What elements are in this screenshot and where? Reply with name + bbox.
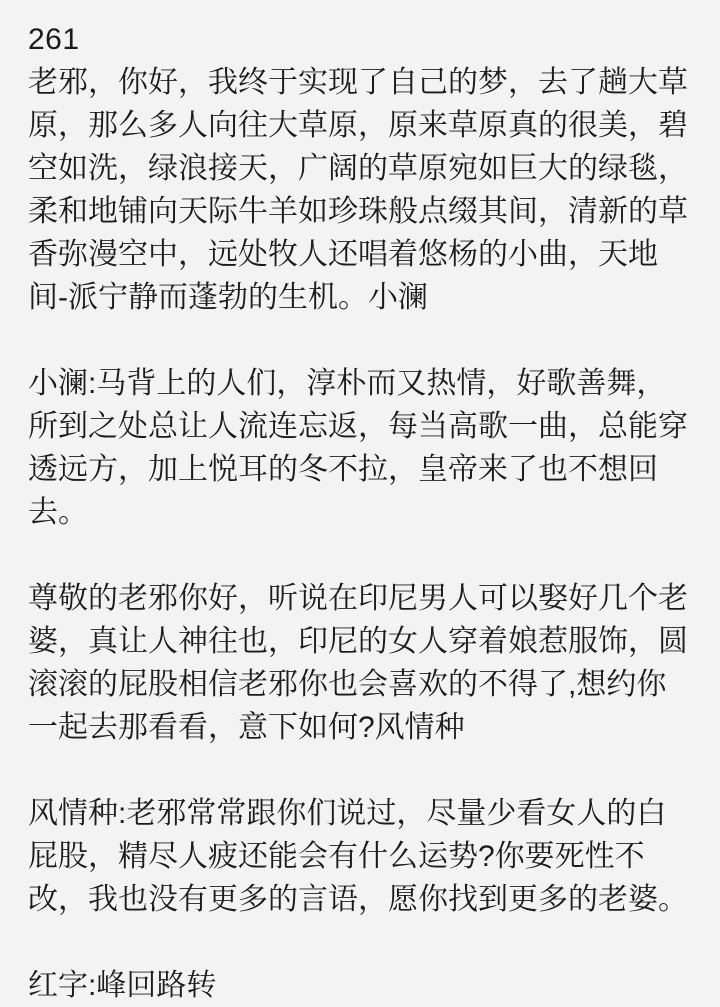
- page-number: 261: [28, 23, 80, 56]
- paragraph-grassland-letter: 老邪，你好，我终于实现了自己的梦，去了趟大草原，那么多人向往大草原，原来草原真的很美，碧空如洗，绿浪接天，广阔的草原宛如巨大的绿毯，柔和地铺向天际牛羊如珍珠般点缀其间，清新的草香弥漫空中，远处牧人还唱着悠杨的小曲，天地间-派宁静而蓬勃的生机。小澜: [28, 66, 688, 314]
- paragraph-fengqingzhong-reply: 风情种:老邪常常跟你们说过，尽量少看女人的白屁股，精尽人疲还能会有什么运势?你要死性不改，我也没有更多的言语，愿你找到更多的老婆。: [28, 797, 688, 916]
- paragraph-red-words: 红字:峰回路转: [28, 969, 217, 1002]
- paragraph-indonesia-letter: 尊敬的老邪你好，听说在印尼男人可以娶好几个老婆，真让人神往也，印尼的女人穿着娘惹服饰，圆滚滚的屁股相信老邪你也会喜欢的不得了,想约你一起去那看看，意下如何?风情种: [28, 582, 688, 744]
- paragraph-xiaolan-reply: 小澜:马背上的人们，淳朴而又热情，好歌善舞，所到之处总让人流连忘返，每当高歌一曲，总能穿透远方，加上悦耳的冬不拉，皇帝来了也不想回去。: [28, 367, 688, 529]
